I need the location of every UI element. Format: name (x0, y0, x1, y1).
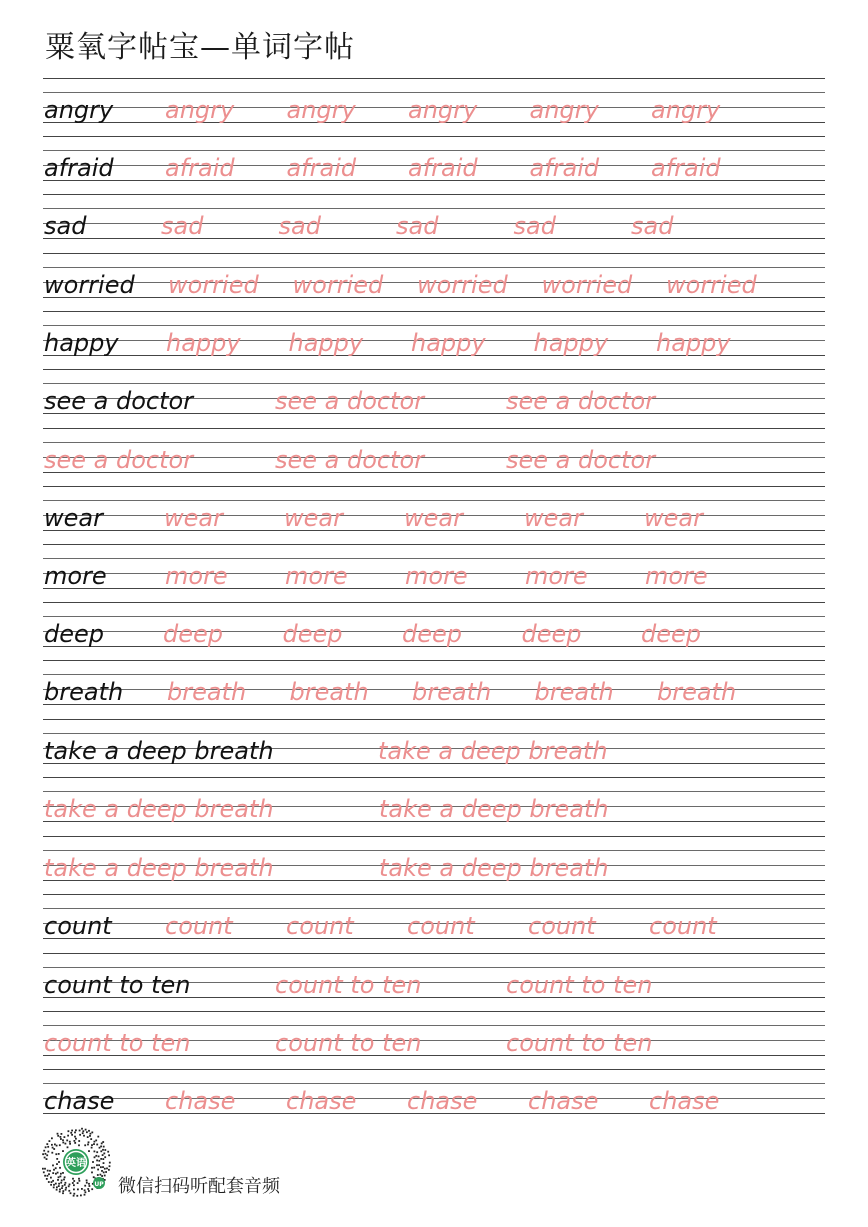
rule-line (43, 674, 825, 675)
rule-line (43, 78, 825, 79)
practice-row (43, 894, 825, 952)
trace-word: happy (288, 329, 364, 357)
model-word: chase (44, 1087, 115, 1115)
trace-word: worried (417, 271, 508, 299)
rule-line (43, 660, 825, 661)
trace-word: wear (284, 504, 343, 532)
qr-corner-label: UP (94, 1181, 104, 1188)
trace-word: happy (411, 329, 486, 357)
trace-word: sad (278, 212, 321, 240)
rule-line (43, 194, 825, 195)
practice-row (43, 428, 825, 486)
trace-word: worried (541, 271, 633, 299)
trace-word: worried (168, 271, 259, 299)
trace-word: angry (286, 96, 356, 124)
trace-word: sad (513, 212, 556, 240)
rule-line (43, 500, 825, 501)
practice-row (43, 486, 825, 544)
practice-row (43, 253, 825, 311)
rule-line (43, 733, 825, 734)
trace-word: chase (407, 1087, 478, 1115)
trace-word: see a doctor (506, 387, 656, 415)
trace-word: sad (161, 212, 204, 240)
rule-line (43, 267, 825, 268)
model-word: count to ten (44, 971, 191, 999)
practice-row (43, 136, 825, 194)
trace-word: see a doctor (275, 446, 425, 474)
rule-line (43, 428, 825, 429)
trace-word: wear (644, 504, 703, 532)
trace-word: chase (528, 1087, 599, 1115)
model-word: deep (44, 620, 104, 648)
model-word: worried (44, 271, 135, 299)
trace-word: sad (631, 212, 674, 240)
page-title: 粟氧字帖宝—单词字帖 (45, 30, 355, 65)
practice-row (43, 1069, 825, 1127)
rule-line (43, 253, 825, 254)
trace-word: afraid (529, 154, 600, 182)
trace-word: count to ten (506, 971, 653, 999)
trace-word: more (165, 562, 228, 590)
trace-word: more (405, 562, 468, 590)
trace-word: sad (396, 212, 439, 240)
practice-row (43, 602, 825, 660)
trace-word: happy (166, 329, 241, 357)
trace-word: count to ten (275, 1029, 422, 1057)
rule-line (43, 616, 825, 617)
trace-word: more (645, 562, 708, 590)
trace-word: chase (165, 1087, 236, 1115)
practice-row (43, 544, 825, 602)
trace-word: see a doctor (275, 387, 425, 415)
trace-word: worried (666, 271, 757, 299)
rule-line (43, 383, 825, 384)
rule-line (43, 486, 825, 487)
rule-line (43, 136, 825, 137)
rule-line (43, 836, 825, 837)
trace-word: breath (657, 678, 737, 706)
rule-line (43, 777, 825, 778)
trace-word: chase (649, 1087, 720, 1115)
rule-line (43, 544, 825, 545)
rule-line (43, 369, 825, 370)
model-word: more (44, 562, 107, 590)
model-word: see a doctor (44, 387, 194, 415)
footer-caption: 微信扫码听配套音频 (118, 1176, 280, 1197)
rule-line (43, 953, 825, 954)
practice-row (43, 953, 825, 1011)
trace-word: wear (404, 504, 463, 532)
trace-word: more (285, 562, 348, 590)
trace-word: deep (641, 620, 701, 648)
practice-row (43, 311, 825, 369)
model-word: angry (44, 96, 114, 124)
trace-word: afraid (286, 154, 357, 182)
trace-word: angry (408, 96, 478, 124)
trace-word: count (286, 912, 354, 940)
rule-line (43, 1069, 825, 1070)
model-word: take a deep breath (44, 737, 274, 765)
trace-word: angry (529, 96, 599, 124)
trace-word: more (525, 562, 588, 590)
trace-word: deep (521, 620, 582, 648)
rule-line (43, 791, 825, 792)
practice-row (43, 836, 825, 894)
model-word: sad (44, 212, 87, 240)
trace-word: happy (533, 329, 609, 357)
trace-word: take a deep breath (44, 795, 274, 823)
rule-line (43, 92, 825, 93)
trace-word: count to ten (44, 1029, 191, 1057)
model-word: wear (44, 504, 103, 532)
trace-word: breath (167, 678, 247, 706)
trace-word: chase (286, 1087, 357, 1115)
footer (40, 1126, 440, 1206)
trace-word: breath (289, 678, 369, 706)
practice-row (43, 369, 825, 427)
trace-word: happy (656, 329, 731, 357)
trace-word: breath (412, 678, 492, 706)
rule-line (43, 558, 825, 559)
practice-row (43, 660, 825, 718)
trace-word: count (165, 912, 233, 940)
trace-word: take a deep breath (44, 854, 274, 882)
trace-word: count (649, 912, 717, 940)
rule-line (43, 1083, 825, 1084)
rule-line (43, 894, 825, 895)
model-word: breath (44, 678, 124, 706)
rule-line (43, 442, 825, 443)
trace-word: worried (292, 271, 384, 299)
trace-word: deep (282, 620, 343, 648)
trace-word: deep (163, 620, 223, 648)
trace-word: angry (651, 96, 721, 124)
trace-word: take a deep breath (379, 795, 609, 823)
trace-word: count (407, 912, 475, 940)
qr-badge-label: 英语 (66, 1158, 86, 1169)
trace-word: take a deep breath (379, 854, 609, 882)
trace-word: see a doctor (506, 446, 656, 474)
trace-word: count to ten (506, 1029, 653, 1057)
practice-row (43, 194, 825, 252)
trace-word: wear (164, 504, 223, 532)
rule-line (43, 719, 825, 720)
trace-word: wear (524, 504, 583, 532)
qr-code-icon[interactable] (40, 1126, 114, 1198)
rule-line (43, 850, 825, 851)
practice-row (43, 78, 825, 136)
model-word: happy (44, 329, 119, 357)
rule-line (43, 602, 825, 603)
rule-line (43, 150, 825, 151)
model-word: count (44, 912, 112, 940)
trace-word: take a deep breath (378, 737, 608, 765)
trace-word: breath (534, 678, 614, 706)
trace-word: afraid (408, 154, 478, 182)
rule-line (43, 311, 825, 312)
trace-word: count (528, 912, 596, 940)
rule-line (43, 1025, 825, 1026)
practice-row (43, 1011, 825, 1069)
rule-line (43, 967, 825, 968)
trace-word: count to ten (275, 971, 422, 999)
trace-word: deep (402, 620, 462, 648)
trace-word: angry (165, 96, 235, 124)
model-word: afraid (44, 154, 114, 182)
rule-line (43, 208, 825, 209)
trace-word: afraid (165, 154, 235, 182)
trace-word: afraid (651, 154, 721, 182)
practice-row (43, 777, 825, 835)
rule-line (43, 325, 825, 326)
rule-line (43, 1011, 825, 1012)
rule-line (43, 908, 825, 909)
trace-word: see a doctor (44, 446, 194, 474)
practice-row (43, 719, 825, 777)
